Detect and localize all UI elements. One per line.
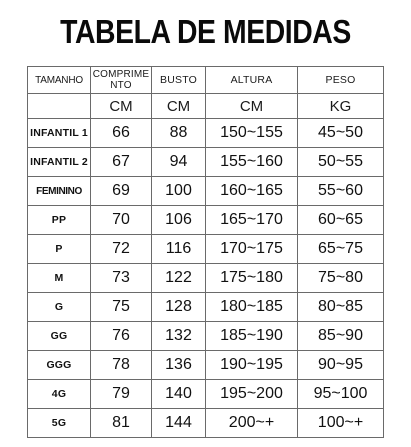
size-name: PP (28, 206, 91, 235)
peso-value: 100~+ (298, 409, 384, 438)
header-busto: BUSTO (152, 67, 206, 94)
table-row (28, 119, 384, 148)
size-chart-table (27, 66, 384, 438)
page-title: TABELA DE MEDIDAS (60, 13, 351, 50)
table-row (28, 351, 384, 380)
unit-busto: CM (152, 94, 206, 119)
unit-peso: KG (298, 94, 384, 119)
comprimento-value: 72 (91, 235, 152, 264)
size-name: INFANTIL 1 (28, 119, 91, 148)
peso-value: 55~60 (298, 177, 384, 206)
comprimento-value: 66 (91, 119, 152, 148)
table-row (28, 264, 384, 293)
header-comprimento: COMPRIMENTO (91, 67, 152, 94)
peso-value: 85~90 (298, 322, 384, 351)
table-row (28, 293, 384, 322)
busto-value: 132 (152, 322, 206, 351)
comprimento-value: 70 (91, 206, 152, 235)
busto-value: 144 (152, 409, 206, 438)
unit-tamanho (28, 94, 91, 119)
altura-value: 195~200 (206, 380, 298, 409)
altura-value: 190~195 (206, 351, 298, 380)
peso-value: 60~65 (298, 206, 384, 235)
table-header-row (28, 67, 384, 94)
altura-value: 185~190 (206, 322, 298, 351)
peso-value: 75~80 (298, 264, 384, 293)
size-name: GGG (28, 351, 91, 380)
busto-value: 128 (152, 293, 206, 322)
size-name: 4G (28, 380, 91, 409)
peso-value: 95~100 (298, 380, 384, 409)
busto-value: 88 (152, 119, 206, 148)
comprimento-value: 67 (91, 148, 152, 177)
size-name: GG (28, 322, 91, 351)
busto-value: 140 (152, 380, 206, 409)
altura-value: 170~175 (206, 235, 298, 264)
altura-value: 180~185 (206, 293, 298, 322)
peso-value: 80~85 (298, 293, 384, 322)
comprimento-value: 79 (91, 380, 152, 409)
size-name: INFANTIL 2 (28, 148, 91, 177)
header-tamanho: TAMANHO (28, 67, 91, 94)
size-name: 5G (28, 409, 91, 438)
size-name: M (28, 264, 91, 293)
busto-value: 94 (152, 148, 206, 177)
altura-value: 155~160 (206, 148, 298, 177)
busto-value: 116 (152, 235, 206, 264)
altura-value: 150~155 (206, 119, 298, 148)
comprimento-value: 78 (91, 351, 152, 380)
busto-value: 136 (152, 351, 206, 380)
altura-value: 200~+ (206, 409, 298, 438)
size-name: G (28, 293, 91, 322)
comprimento-value: 75 (91, 293, 152, 322)
altura-value: 175~180 (206, 264, 298, 293)
comprimento-value: 69 (91, 177, 152, 206)
busto-value: 100 (152, 177, 206, 206)
header-peso: PESO (298, 67, 384, 94)
peso-value: 90~95 (298, 351, 384, 380)
table-row (28, 206, 384, 235)
busto-value: 106 (152, 206, 206, 235)
comprimento-value: 81 (91, 409, 152, 438)
table-row (28, 322, 384, 351)
header-altura: ALTURA (206, 67, 298, 94)
size-name: FEMININO (28, 177, 91, 206)
peso-value: 65~75 (298, 235, 384, 264)
comprimento-value: 73 (91, 264, 152, 293)
busto-value: 122 (152, 264, 206, 293)
table-units-row (28, 94, 384, 119)
table-row (28, 235, 384, 264)
table-row (28, 148, 384, 177)
comprimento-value: 76 (91, 322, 152, 351)
altura-value: 165~170 (206, 206, 298, 235)
table-row (28, 409, 384, 438)
altura-value: 160~165 (206, 177, 298, 206)
peso-value: 50~55 (298, 148, 384, 177)
table-row (28, 380, 384, 409)
size-name: P (28, 235, 91, 264)
peso-value: 45~50 (298, 119, 384, 148)
unit-comprimento: CM (91, 94, 152, 119)
table-row (28, 177, 384, 206)
unit-altura: CM (206, 94, 298, 119)
